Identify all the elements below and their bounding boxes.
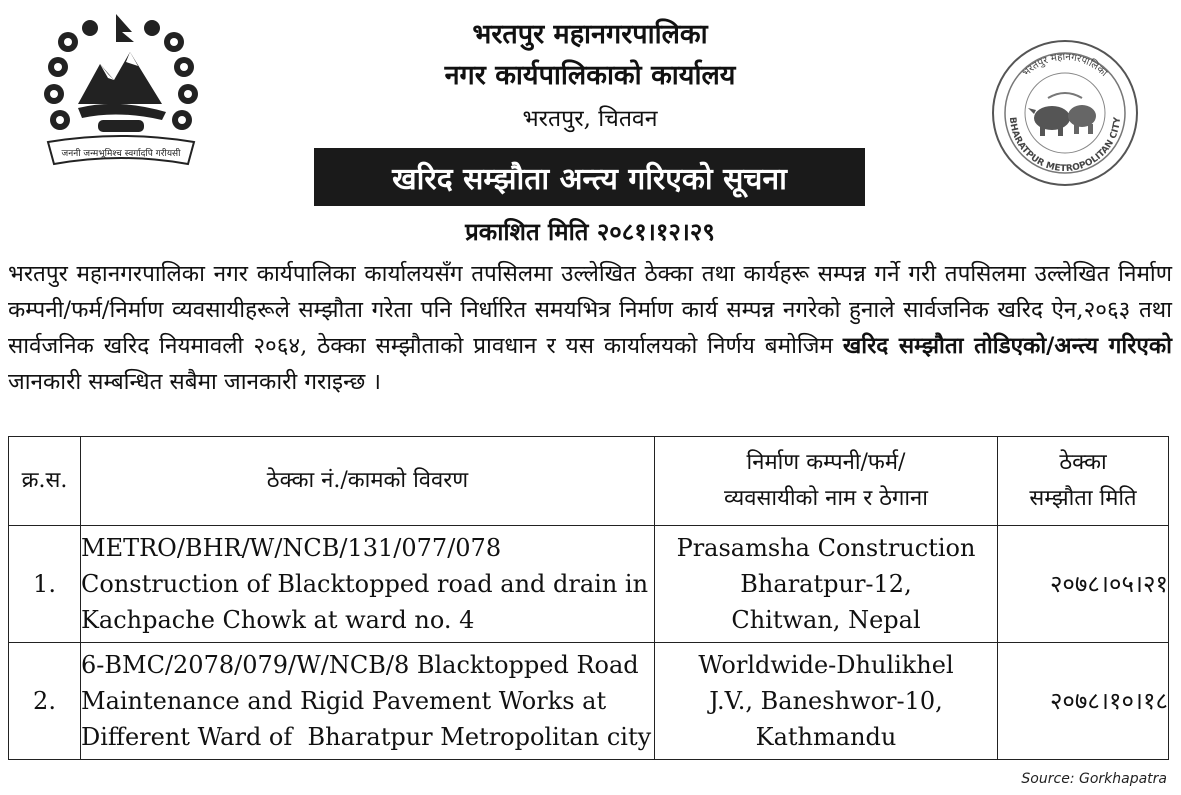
firm-line: Bharatpur-12, — [740, 570, 912, 598]
header-description: ठेक्का नं./कामको विवरण — [81, 437, 655, 526]
header-date-line1: ठेक्का — [1059, 450, 1107, 475]
row-description — [81, 643, 655, 760]
header-date — [998, 437, 1169, 526]
header-firm — [655, 437, 998, 526]
desc-line: Maintenance and Rigid Pavement Works at — [81, 687, 607, 715]
seal-bottom-text: BHARATPUR METROPOLITAN CITY — [1006, 116, 1124, 175]
seal-top-text: भरतपुर महानगरपालिका — [1020, 51, 1110, 79]
firm-line: Prasamsha Construction — [676, 534, 976, 562]
office-location: भरतपुर, चितवन — [522, 106, 658, 132]
notice-title: खरिद सम्झौता अन्त्य गरिएको सूचना — [314, 148, 865, 206]
firm-line: Kathmandu — [755, 723, 897, 751]
row-date: २०७८।१०।१८ — [998, 643, 1169, 760]
desc-line: Kachpache Chowk at ward no. 4 — [81, 606, 475, 634]
body-text-bold: खरिद सम्झौता तोडिएको/अन्त्य गरिएको — [842, 333, 1172, 359]
table-row — [9, 643, 1169, 760]
org-name: भरतपुर महानगरपालिका — [472, 19, 708, 50]
firm-line: Chitwan, Nepal — [731, 606, 921, 634]
table-header-row — [9, 437, 1169, 526]
table-row — [9, 526, 1169, 643]
desc-line: Different Ward of Bharatpur Metropolitan city — [81, 723, 652, 751]
nepal-emblem-icon — [38, 12, 204, 172]
header-firm-line1: निर्माण कम्पनी/फर्म/ — [746, 450, 906, 475]
desc-line: Construction of Blacktopped road and drain in — [81, 570, 649, 598]
firm-line: J.V., Baneshwor-10, — [709, 687, 943, 715]
row-sn: 1. — [9, 526, 81, 643]
emblem-motto: जननी जन्मभूमिश्च स्वर्गादपि गरीयसी — [61, 149, 181, 159]
desc-line: METRO/BHR/W/NCB/131/077/078 — [81, 534, 502, 562]
notice-body — [8, 256, 1172, 400]
contract-table — [8, 436, 1169, 760]
office-name: नगर कार्यपालिकाको कार्यालय — [444, 60, 736, 91]
published-date: प्रकाशित मिति २०८१।१२।२९ — [465, 217, 715, 246]
firm-line: Worldwide-Dhulikhel — [698, 651, 954, 679]
row-date: २०७८।०५।२१ — [998, 526, 1169, 643]
row-sn: 2. — [9, 643, 81, 760]
body-text-part1: भरतपुर महानगरपालिका नगर कार्यपालिका कार्यालयसँग तपसिलमा उल्लेखित ठेक्का तथा कार्यहरू सम्पन्न गर्ने गरी तपसिलमा उल्लेखित निर्माण कम्पनी/फर्म/निर्माण व्यवसायीहरूले सम्झौता गरेता पनि निर्धारित समयभित्र निर्माण कार्य सम्पन्न नगरेको हुनाले सार्वजनिक खरिद ऐन,२०६३ तथा सार्वजनिक खरिद नियमावली २०६४, ठेक्का सम्झौताको प्रावधान र यस कार्यालयको निर्णय बमोजिम — [8, 261, 1172, 359]
row-firm — [655, 643, 998, 760]
header-date-line2: सम्झौता मिति — [1029, 486, 1137, 511]
bharatpur-seal-icon — [990, 38, 1140, 188]
header-firm-line2: व्यवसायीको नाम र ठेगाना — [724, 486, 928, 511]
source-credit: Source: Gorkhapatra — [1021, 771, 1167, 787]
row-description — [81, 526, 655, 643]
body-text-part2: जानकारी सम्बन्धित सबैमा जानकारी गराइन्छ । — [8, 369, 381, 395]
row-firm — [655, 526, 998, 643]
desc-line: 6-BMC/2078/079/W/NCB/8 Blacktopped Road — [81, 651, 639, 679]
header-sn: क्र.स. — [9, 437, 81, 526]
